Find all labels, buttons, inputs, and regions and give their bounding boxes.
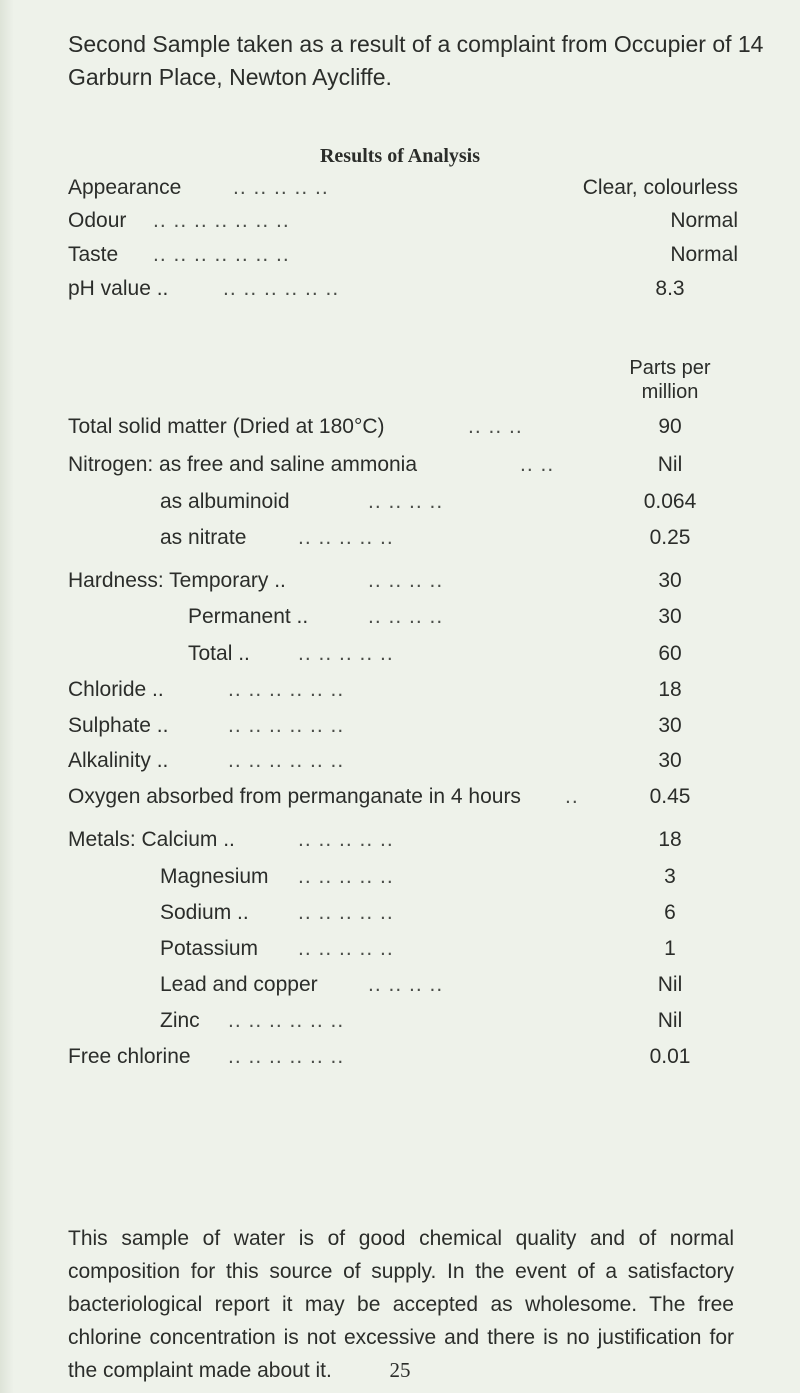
leader-dots: .. .. .. .. .. [298,526,394,549]
leader-dots: .. .. .. .. [368,569,444,592]
leader-dots: .. .. [520,453,555,476]
row-value: 30 [658,569,682,592]
analysis-row [68,898,748,928]
leader-dots: .. .. .. .. .. .. [223,277,340,300]
analysis-row [68,825,748,855]
row-label: Lead and copper [160,973,318,996]
page-number: 25 [389,1358,411,1382]
analysis-row [68,1006,748,1036]
page-edge-shadow [0,0,14,1393]
row-value: 18 [658,828,682,851]
leader-dots: .. .. .. [468,415,523,438]
analysis-row [68,639,748,669]
row-value: 30 [658,714,682,737]
leader-dots: .. .. .. .. [368,490,444,513]
leader-dots: .. .. .. .. .. [298,865,394,888]
row-label: Chloride .. [68,678,164,701]
leader-dots: .. .. .. .. .. .. [228,1009,345,1032]
row-label: Alkalinity .. [68,749,169,772]
taste-row [68,240,738,270]
units-label: Parts per million [629,357,711,403]
leader-dots: .. .. .. .. [368,605,444,628]
row-value: 8.3 [655,277,685,300]
row-label: Metals: Calcium .. [68,828,235,851]
odour-row [68,206,738,236]
report-heading: Second Sample taken as a result of a complaint from Occupier of 14 Garburn Place, Newton Aycliffe. [68,31,764,90]
row-value: 90 [658,415,682,438]
analysis-row [68,746,748,776]
row-label: Hardness: Temporary .. [68,569,286,592]
row-label: Total .. [188,642,250,665]
row-value: 30 [658,605,682,628]
row-value: 0.45 [649,785,691,808]
leader-dots: .. .. .. .. .. .. .. [153,243,290,266]
analysis-row [68,487,748,517]
leader-dots: .. .. .. .. .. .. [228,678,345,701]
analysis-row [68,675,748,705]
row-label: Taste [68,243,119,266]
analysis-row [68,1042,748,1072]
row-value: 0.01 [649,1045,691,1068]
leader-dots: .. .. .. .. .. [298,901,394,924]
row-label: Sodium .. [160,901,249,924]
analysis-row [68,782,748,812]
analysis-row [68,450,748,480]
row-label: as albuminoid [160,490,290,513]
row-value: Nil [657,973,683,996]
row-label: Permanent .. [188,605,309,628]
row-label: Appearance [68,176,182,199]
analysis-row [68,711,748,741]
row-label: Potassium [160,937,259,960]
row-value: 0.25 [649,526,691,549]
row-value: 30 [658,749,682,772]
analysis-row [68,862,748,892]
analysis-row [68,602,748,632]
analysis-row [68,412,748,442]
row-label: Total solid matter (Dried at 180°C) [68,415,385,438]
row-label: Free chlorine [68,1045,191,1068]
row-label: Odour [68,209,127,232]
analysis-row [68,523,748,553]
row-value: Normal [670,243,738,266]
row-label: Magnesium [160,865,269,888]
row-value: 18 [658,678,682,701]
row-value: 6 [664,901,676,924]
row-label: Oxygen absorbed from permanganate in 4 hours [68,785,521,808]
row-value: 3 [664,865,676,888]
row-value: 0.064 [643,490,697,513]
leader-dots: .. .. .. .. .. [233,176,329,199]
leader-dots: .. .. .. .. .. .. [228,1045,345,1068]
row-label: as nitrate [160,526,247,549]
leader-dots: .. .. .. .. .. .. [228,714,345,737]
row-value: 60 [658,642,682,665]
row-label: Sulphate .. [68,714,169,737]
leader-dots: .. .. .. .. [368,973,444,996]
conclusion-paragraph: This sample of water is of good chemical quality and of normal composition for this source of supply. In the event of a satisfactory bacteriological report it may be accepted as wholesome. The free chlorine concentration is not excessive and there is no justification for the complaint made about it. [68,1227,734,1382]
row-label: pH value .. [68,277,169,300]
analysis-row [68,934,748,964]
ph-row [68,274,738,304]
analysis-row [68,566,748,596]
row-value: Clear, colourless [582,176,738,199]
leader-dots: .. .. .. .. .. .. .. [153,209,290,232]
row-label: Nitrogen: as free and saline ammonia [68,453,418,476]
leader-dots: .. .. .. .. .. .. [228,749,345,772]
leader-dots: .. .. .. .. .. [298,828,394,851]
row-value: Nil [657,1009,683,1032]
results-subheading: Results of Analysis [319,145,481,167]
leader-dots: .. .. .. .. .. [298,642,394,665]
row-value: Normal [670,209,738,232]
leader-dots: .. [565,785,579,808]
row-label: Zinc [160,1009,200,1032]
row-value: 1 [664,937,676,960]
leader-dots: .. .. .. .. .. [298,937,394,960]
row-value: Nil [657,453,683,476]
analysis-row [68,970,748,1000]
appearance-row [68,173,738,203]
